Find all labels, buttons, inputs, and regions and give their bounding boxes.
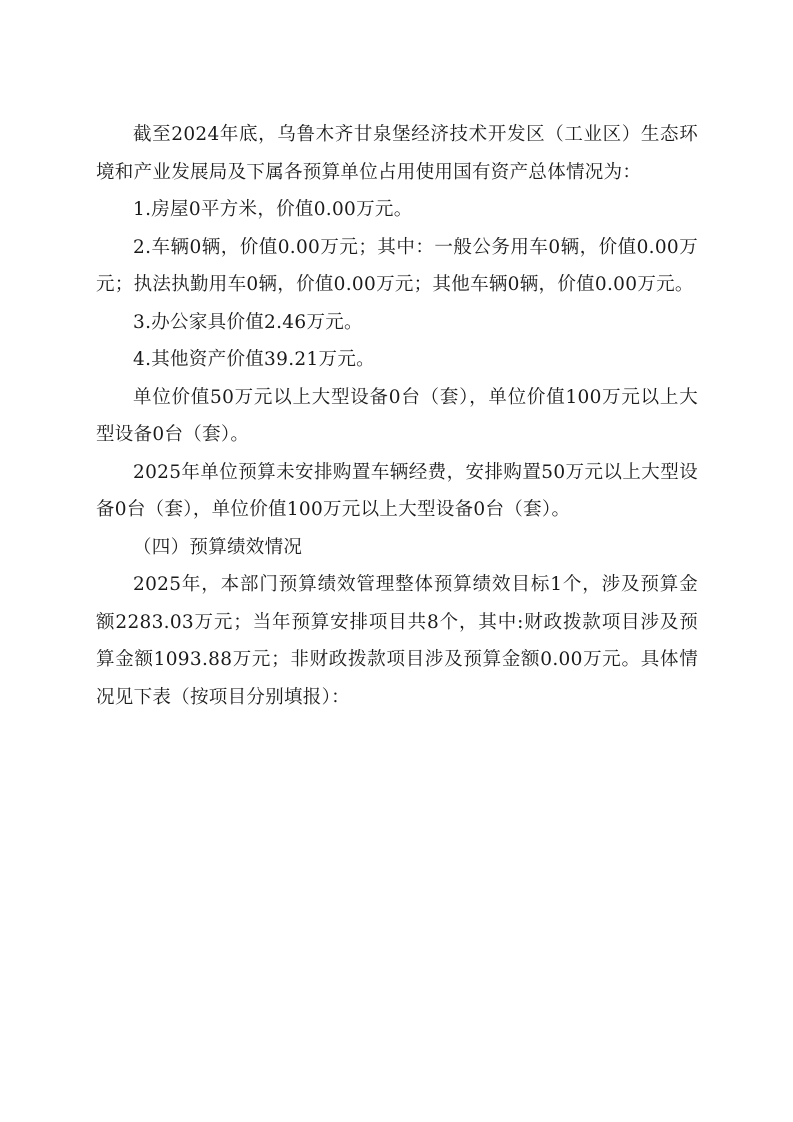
vehicle-item: 2.车辆0辆，价值0.00万元；其中：一般公务用车0辆，价值0.00万元；执法执勤用车0辆，价值0.00万元；其他车辆0辆，价值0.00万元。 [96,236,698,295]
section-heading: （四）预算绩效情况 [133,536,303,558]
document-body [96,116,698,716]
other-assets-item: 4.其他资产价值39.21万元。 [133,349,375,370]
housing-item: 1.房屋0平方米，价值0.00万元。 [133,199,413,220]
asset-overview-paragraph: 截至2024年底，乌鲁木齐甘泉堡经济技术开发区（工业区）生态环境和产业发展局及下属各预算单位占用使用国有资产总体情况为： [96,124,698,183]
purchase-plan-paragraph: 2025年单位预算未安排购置车辆经费，安排购置50万元以上大型设备0台（套），单位价值100万元以上大型设备0台（套）。 [96,461,698,520]
performance-paragraph: 2025年，本部门预算绩效管理整体预算绩效目标1个，涉及预算金额2283.03万元；当年预算安排项目共8个，其中:财政拨款项目涉及预算金额1093.88万元；非财政拨款项目涉及预算金额0.00万元。具体情况见下表（按项目分别填报）： [96,574,698,708]
large-equipment-paragraph: 单位价值50万元以上大型设备0台（套），单位价值100万元以上大型设备0台（套）。 [96,386,698,445]
furniture-item: 3.办公家具价值2.46万元。 [133,311,363,333]
